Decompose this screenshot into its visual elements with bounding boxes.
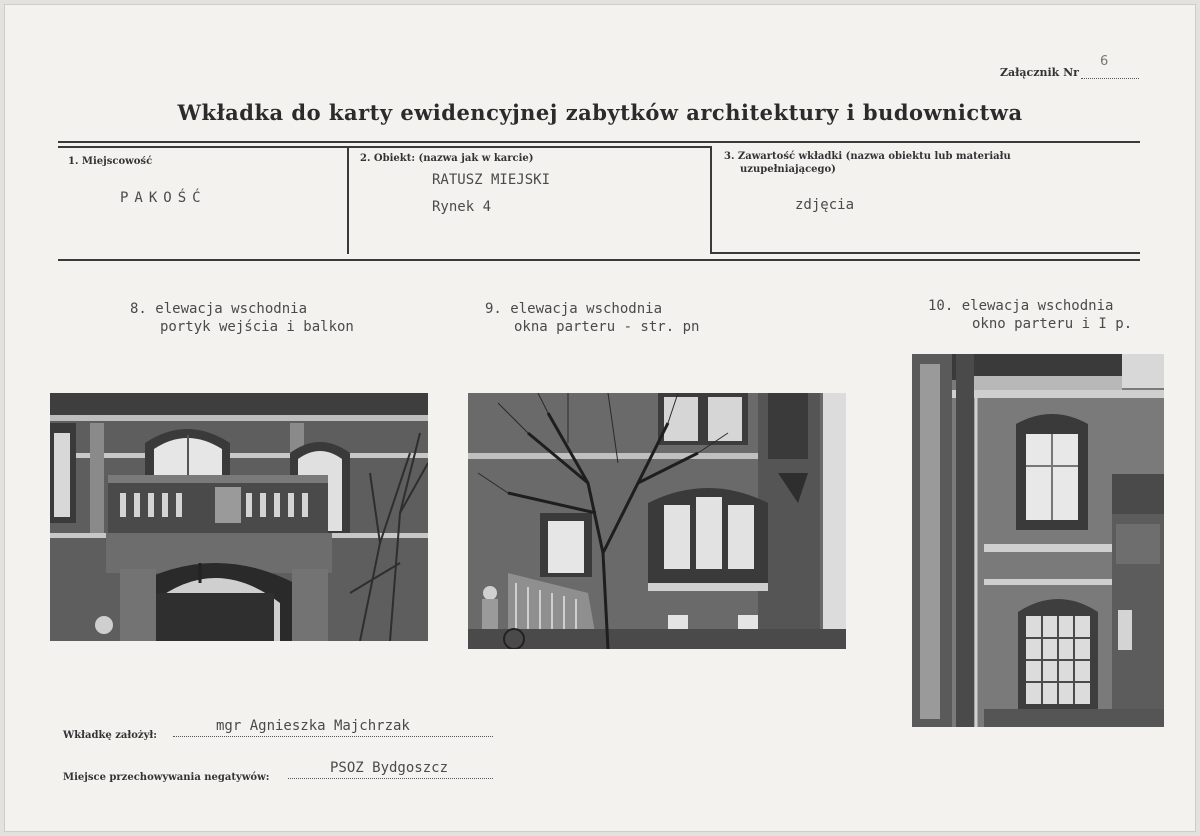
table-inner-line <box>58 146 710 148</box>
author-label: Wkładkę założył: <box>63 730 157 741</box>
photo-window-ground-first-floor <box>912 354 1164 727</box>
photo-caption-9-line1: 9. elewacja wschodnia <box>485 301 663 317</box>
photo-portico-balcony <box>50 393 428 641</box>
author-value: mgr Agnieszka Majchrzak <box>216 718 410 734</box>
attachment-label: Załącznik Nr <box>1000 66 1079 79</box>
storage-label: Miejsce przechowywania negatywów: <box>63 772 270 783</box>
photo-ground-floor-windows <box>468 393 846 649</box>
contents-label-2: uzupełniającego) <box>740 164 836 175</box>
table-divider-1 <box>347 146 349 254</box>
table-divider-2 <box>710 146 712 254</box>
object-label: 2. Obiekt: (nazwa jak w karcie) <box>360 153 534 164</box>
photo-caption-9-line2: okna parteru - str. pn <box>514 319 700 335</box>
table-bottom-line <box>58 259 1140 261</box>
object-name: RATUSZ MIEJSKI <box>432 172 551 188</box>
photo-caption-8-line1: 8. elewacja wschodnia <box>130 301 308 317</box>
attachment-number: 6 <box>1100 54 1109 69</box>
photo-caption-10-line2: okno parteru i I p. <box>972 316 1133 332</box>
photo-caption-10-line1: 10. elewacja wschodnia <box>928 298 1114 314</box>
contents-value: zdjęcia <box>795 197 855 213</box>
locality-label: 1. Miejscowość <box>68 156 153 167</box>
locality-value: PAKOŚĆ <box>120 190 207 206</box>
table-top-line <box>58 141 1140 143</box>
contents-label-1: 3. Zawartość wkładki (nazwa obiektu lub materiału <box>724 151 1011 162</box>
table-right-base <box>710 252 1140 254</box>
object-address: Rynek 4 <box>432 199 492 215</box>
storage-value: PSOZ Bydgoszcz <box>330 760 449 776</box>
photo-caption-8-line2: portyk wejścia i balkon <box>160 319 354 335</box>
page-title: Wkładka do karty ewidencyjnej zabytków architektury i budownictwa <box>177 100 1023 125</box>
attachment-dots <box>1081 66 1139 79</box>
